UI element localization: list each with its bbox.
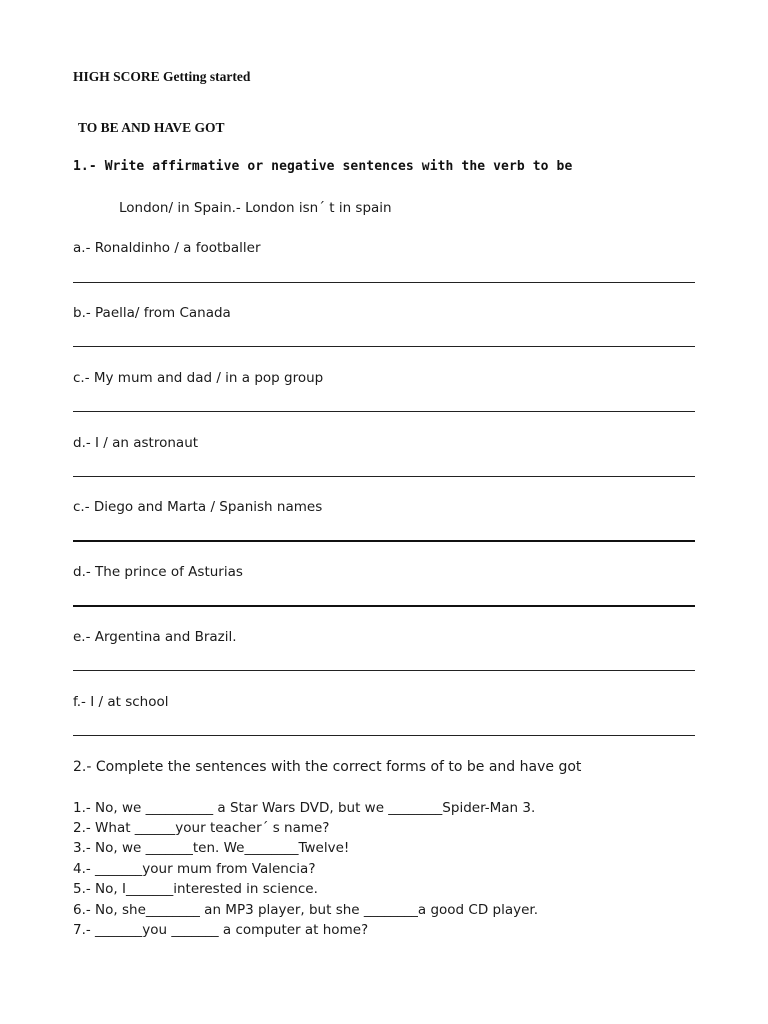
answer-line[interactable] <box>73 346 695 347</box>
answer-line[interactable] <box>73 282 695 283</box>
exercise1-example: London/ in Spain.- London isn´ t in spain <box>119 200 392 216</box>
exercise2-item: 4.- _______your mum from Valencia? <box>73 861 316 877</box>
worksheet-subtitle: TO BE AND HAVE GOT <box>78 120 225 135</box>
exercise1-item: c.- My mum and dad / in a pop group <box>73 370 324 386</box>
exercise1-item: d.- The prince of Asturias <box>73 564 243 580</box>
exercise1-item: d.- I / an astronaut <box>73 435 199 451</box>
answer-line[interactable] <box>73 670 695 671</box>
answer-line[interactable] <box>73 476 695 477</box>
answer-line[interactable] <box>73 540 695 542</box>
exercise2-item: 2.- What ______your teacher´ s name? <box>73 820 330 836</box>
exercise1-item: a.- Ronaldinho / a footballer <box>73 240 261 256</box>
exercise1-item: b.- Paella/ from Canada <box>73 305 231 321</box>
exercise1-item: f.- I / at school <box>73 694 169 710</box>
exercise2-item: 6.- No, she________ an MP3 player, but she ________a good CD player. <box>73 902 538 918</box>
answer-line[interactable] <box>73 411 695 412</box>
exercise2-item: 1.- No, we __________ a Star Wars DVD, but we ________Spider-Man 3. <box>73 800 536 816</box>
exercise1-item: e.- Argentina and Brazil. <box>73 629 237 645</box>
exercise1-item: c.- Diego and Marta / Spanish names <box>73 499 323 515</box>
answer-line[interactable] <box>73 735 695 736</box>
exercise2-instruction: 2.- Complete the sentences with the correct forms of to be and have got <box>73 759 582 775</box>
worksheet-title: HIGH SCORE Getting started <box>73 69 251 84</box>
exercise2-item: 5.- No, I_______interested in science. <box>73 881 318 897</box>
exercise1-instruction: 1.- Write affirmative or negative sentences with the verb to be <box>73 159 573 174</box>
answer-line[interactable] <box>73 605 695 607</box>
exercise2-item: 3.- No, we _______ten. We________Twelve! <box>73 840 350 856</box>
exercise2-item: 7.- _______you _______ a computer at home? <box>73 922 369 938</box>
